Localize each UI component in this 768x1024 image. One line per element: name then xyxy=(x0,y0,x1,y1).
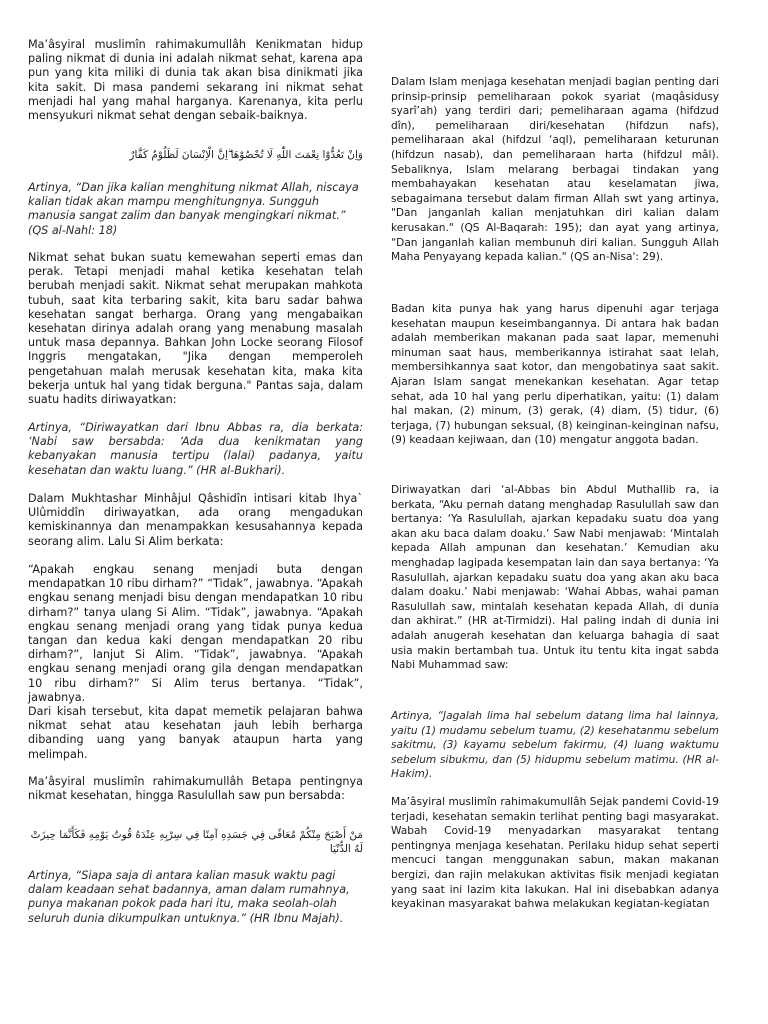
paragraph-pandemi-covid: Ma’âsyiral muslimîn rahimakumullâh Sejak pandemi Covid-19 terjadi, kesehatan semakin terlihat penting bagi masyarakat. Wabah Covid-19 menyadarkan masyarakat tentang pentingnya menjaga kesehatan. Perilaku hidup sehat seperti mencuci tangan menggunakan sabun, makan makanan bergizi, dan rajin melakukan aktivitas fisik menjadi kegiatan yang saat ini lazim kita lakukan. Hal ini disebabkan adanya keyakinan masyarakat bahwa melakukan kegiatan-kegiatan xyxy=(391,796,719,911)
paragraph-nikmat-sehat: Nikmat sehat bukan suatu kemewahan seperti emas dan perak. Tetapi menjadi mahal ketika kesehatan telah berubah menjadi sakit. Nikmat sehat merupakan mahkota tubuh, saat kita terbaring sakit, kita baru sadar bahwa kesehatan sangat berharga. Orang yang mengabaikan kesehatan dirinya adalah orang yang menabung masalah untuk masa depannya. Bahkan John Locke seorang Filosof Inggris mengatakan, "Jika dengan memperoleh pengetahuan malah merusak kesehatan kita, maka kita bekerja untuk hal yang tidak berguna." Pantas saja, dalam suatu hadits diriwayatkan: xyxy=(28,251,363,407)
quote-an-nahl-translation: Artinya, “Dan jika kalian menghitung nikmat Allah, niscaya kalian tidak akan mampu menghitungnya. Sungguh manusia sangat zalim dan banyak mengingkari nikmat.” (QS al-Nahl: 18) xyxy=(28,181,359,237)
paragraph-mukhtashar: Dalam Mukhtashar Minhâjul Qâshidîn intisari kitab Ihya` Ulûmiddîn diriwayatkan, ada orang mengadukan kemiskinannya dan menampakkan kesusahannya kepada seorang alim. Lalu Si Alim berkata: xyxy=(28,492,363,548)
paragraph-maqasid-syariah: Dalam Islam menjaga kesehatan menjadi bagian penting dari prinsip-prinsip pemeliharaan pokok syariat (maqâsidusy syarî’ah) yang terdiri dari; pemeliharaan agama (hifdzud dîn), pemeliharaan diri/kesehatan (hifdzun nafs), pemeliharaan akal (hifdzul ‘aql), pemeliharaan keturunan (hifdzun nasab), dan pemeliharaan harta (hifdzul mâl). Sebaliknya, Islam melarang berbagai tindakan yang membahayakan kesehatan atau keselamatan jiwa, sebagaimana tersebut dalam firman Allah swt yang artinya, "Dan janganlah kalian menjatuhkan diri kalian dalam kerusakan." (QS Al-Baqarah: 195); dan ayat yang artinya, “Dan janganlah kalian membunuh diri kalian. Sungguh Allah Maha Penyayang kepada kalian." (QS an-Nisa': 29). xyxy=(391,76,719,264)
paragraph-intro: Ma’âsyiral muslimîn rahimakumullâh Kenikmatan hidup paling nikmat di dunia ini adalah nikmat sehat, karena apa pun yang kita miliki di dunia tak akan bisa dinikmati jika kita sakit. Di masa pandemi sekarang ini nikmat sehat menjadi hal yang mahal harganya. Karenanya, kita perlu mensyukuri nikmat sehat dengan sebaik-baiknya. xyxy=(28,38,363,123)
quote-hadith-bukhari: Artinya, “Diriwayatkan dari Ibnu Abbas ra, dia berkata: ‘Nabi saw bersabda: ‘Ada dua kenikmatan yang kebanyakan manusia tertipu (lalai) padanya, yaitu kesehatan dan waktu luang.” (HR al-Bukhari). xyxy=(28,421,363,477)
paragraph-al-abbas-hadith: Diriwayatkan dari ‘al-Abbas bin Abdul Muthallib ra, ia berkata, “Aku pernah datang menghadap Rasulullah saw dan bertanya: ‘Ya Rasulullah, ajarkan kepadaku suatu doa yang akan aku baca dalam doaku.’ Saw Nabi menjawab: ‘Mintalah kepada Allah ampunan dan kesehatan.’ Kemudian aku menghadap lagipada kesempatan lain dan saya bertanya: ‘Ya Rasulullah, ajarkan kepadaku suatu doa yang akan aku baca dalam doaku.’ Nabi menjawab: ‘Wahai Abbas, wahai paman Rasulullah saw, mintalah kesehatan kepada Allah, di dunia dan akhirat.” (HR at-Tirmidzi). Hal paling indah di dunia ini adalah anugerah kesehatan dan keluarga bahagia di saat usia makin bertambah tua. Untuk itu tentu kita ingat sabda Nabi Muhammad saw: xyxy=(391,484,719,672)
arabic-verse-an-nahl: وَاِنْ تَعُدُّوْا نِعْمَتَ اللّٰهِ لَا تُحْصُوْهَا ۗاِنَّ الْاِنْسَانَ لَظَلُوْمٌ كَفَّارٌ xyxy=(129,149,363,161)
quote-hadith-al-hakim: Artinya, “Jagalah lima hal sebelum datang lima hal lainnya, yaitu (1) mudamu sebelum tuamu, (2) kesehatanmu sebelum sakitmu, (3) kayamu sebelum fakirmu, (4) luang waktumu sebelum sibukmu, dan (5) hidupmu sebelum matimu. (HR al-Hakim). xyxy=(391,710,720,781)
paragraph-dialogue-si-alim: “Apakah engkau senang menjadi buta dengan mendapatkan 10 ribu dirham?” “Tidak”, jawabnya. “Apakah engkau senang menjadi bisu dengan mendapatkan 10 ribu dirham?” tanya ulang Si Alim. “Tidak”, jawabnya. “Apakah engkau senang menjadi orang yang tidak punya kedua tangan dan kedua kaki dengan mendapatkan 20 ribu dirham?”, lanjut Si Alim. “Tidak”, jawabnya. “Apakah engkau senang menjadi orang gila dengan mendapatkan 10 ribu dirham?” Si Alim terus bertanya. “Tidak”, jawabnya. Dari kisah tersebut, kita dapat memetik pelajaran bahwa nikmat sehat atau kesehatan jauh lebih berharga dibanding uang yang banyak ataupun harta yang melimpah. xyxy=(28,563,363,761)
arabic-hadith-ibnu-majah: مَنْ أَصْبَحَ مِنْكُمْ مُعَافًى فِي جَسَدِهِ آمِنًا فِي سِرْبِهِ عِنْدَهُ قُوتُ يَوْمِهِ فَكَأَنَّمَا حِيزَتْ لَهُ الدُّنْيَا xyxy=(30,829,363,855)
paragraph-rasulullah-bersabda: Ma’âsyiral muslimîn rahimakumullâh Betapa pentingnya nikmat kesehatan, hingga Rasulullah saw pun bersabda: xyxy=(28,775,363,803)
paragraph-hak-badan: Badan kita punya hak yang harus dipenuhi agar terjaga kesehatan maupun keseimbangannya. Di antara hak badan adalah memberikan makanan pada saat lapar, memenuhi minuman saat haus, memberikannya istirahat saat lelah, membersihkannya saat kotor, dan mengobatinya saat sakit. Ajaran Islam sangat menekankan kesehatan. Agar tetap sehat, ada 10 hal yang perlu diperhatikan, yaitu: (1) dalam hal makan, (2) minum, (3) gerak, (4) diam, (5) tidur, (6) terjaga, (7) hubungan seksual, (8) keinginan-keinginan nafsu, (9) keadaan kejiwaan, dan (10) mengatur anggota badan. xyxy=(391,303,719,447)
quote-hadith-ibnu-majah: Artinya, “Siapa saja di antara kalian masuk waktu pagi dalam keadaan sehat badannya, aman dalam rumahnya, punya makanan pokok pada hari itu, maka seolah-olah seluruh dunia dikumpulkan untuknya.” (HR Ibnu Majah). xyxy=(28,869,350,925)
